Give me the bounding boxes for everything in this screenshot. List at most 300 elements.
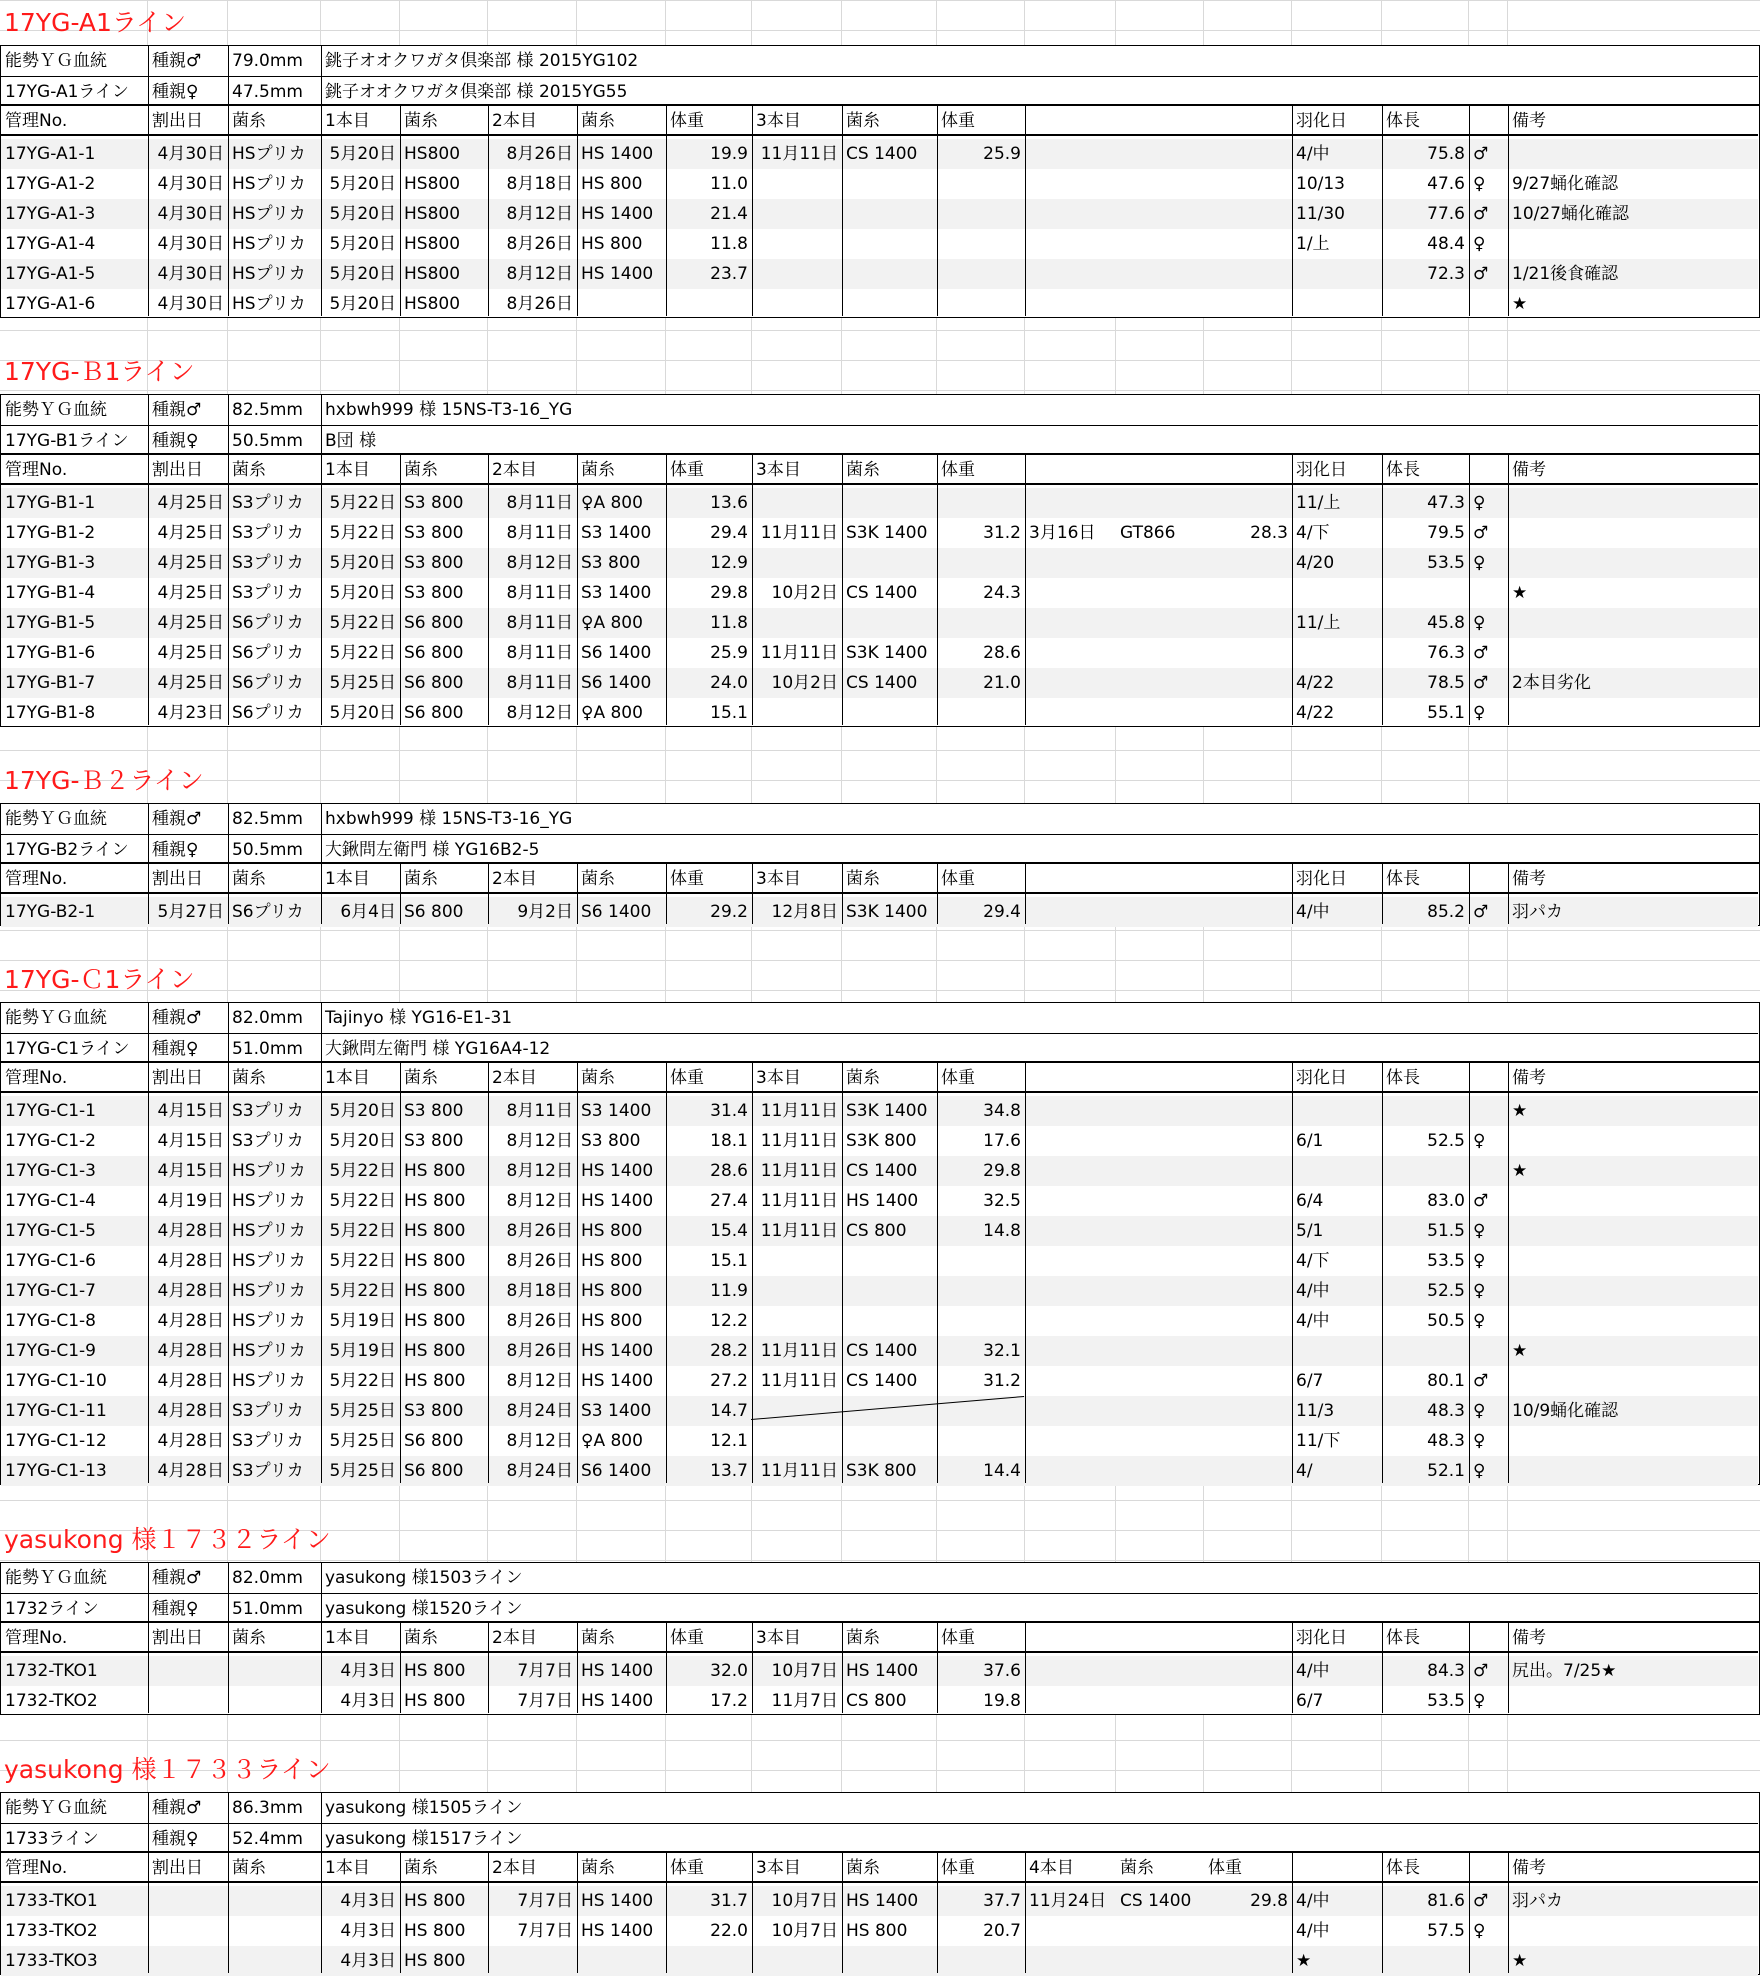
- table-cell: ♀: [1473, 1311, 1486, 1331]
- table-cell: S3K 1400: [846, 643, 928, 663]
- table-cell: 11月24日: [1029, 1891, 1107, 1911]
- column-border: [1292, 1853, 1293, 1973]
- column-border: [228, 455, 229, 725]
- column-border: [577, 1063, 578, 1483]
- parent-info-row: [1, 425, 1758, 456]
- gridline: [0, 780, 1760, 781]
- table-cell: HS 1400: [581, 144, 654, 164]
- table-cell: 20.7: [983, 1921, 1021, 1941]
- table-cell: 11/上: [1296, 613, 1341, 633]
- cell-border: [228, 1034, 229, 1064]
- column-border: [321, 1853, 322, 1973]
- table-cell: ♀: [1473, 613, 1486, 633]
- table-cell: HS 800: [404, 1311, 466, 1331]
- table-cell: 11月11日: [760, 523, 838, 543]
- table-cell: 4月25日: [157, 673, 224, 693]
- table-cell: HS 800: [404, 1891, 466, 1911]
- table-cell: 77.6: [1427, 204, 1465, 224]
- table-cell: 51.5: [1427, 1221, 1465, 1241]
- column-header: 菌糸: [846, 460, 880, 480]
- section-title: 17YG-Ｃ1ライン: [4, 965, 195, 994]
- column-border: [400, 1853, 401, 1973]
- column-header: 菌糸: [404, 460, 438, 480]
- table-cell: 11/30: [1296, 204, 1345, 224]
- column-border: [1508, 864, 1509, 924]
- column-header: 菌糸: [581, 460, 615, 480]
- parent-info-row: [1, 1033, 1758, 1064]
- gridline: [0, 1560, 1760, 1561]
- parent-info-cell: 種親♀: [152, 82, 199, 102]
- column-header: 菌糸: [404, 1068, 438, 1088]
- table-cell: ★: [1512, 583, 1528, 603]
- table-row: [1, 488, 1758, 518]
- table-cell: 17YG-B1-1: [5, 493, 96, 513]
- column-border: [1292, 1623, 1293, 1713]
- table-cell: ★: [1512, 294, 1528, 314]
- table-cell: 4/20: [1296, 553, 1335, 573]
- table-cell: 4月30日: [157, 174, 224, 194]
- table-cell: 17YG-C1-5: [5, 1221, 96, 1241]
- table-cell: HSプリカ: [232, 144, 306, 164]
- table-cell: 11月11日: [760, 643, 838, 663]
- table-cell: 29.2: [710, 902, 748, 922]
- cell-border: [321, 835, 322, 865]
- table-cell: 53.5: [1427, 1691, 1465, 1711]
- table-cell: 4/中: [1296, 1891, 1330, 1911]
- cell-border: [321, 1563, 322, 1593]
- table-cell: 4/下: [1296, 1251, 1330, 1271]
- table-cell: 11月11日: [760, 144, 838, 164]
- table-cell: 80.1: [1427, 1371, 1465, 1391]
- table-cell: 11月7日: [771, 1691, 838, 1711]
- table-cell: 4月28日: [157, 1431, 224, 1451]
- table-cell: S3プリカ: [232, 1431, 304, 1451]
- column-border: [148, 864, 149, 924]
- table-row: [1, 1396, 1758, 1426]
- table-cell: 17YG-C1-9: [5, 1341, 96, 1361]
- column-header: 体重: [941, 111, 975, 131]
- table-cell: 47.3: [1427, 493, 1465, 513]
- table-cell: 17YG-C1-2: [5, 1131, 96, 1151]
- column-header: 体長: [1386, 111, 1420, 131]
- parent-info-cell: 種親♀: [152, 1829, 199, 1849]
- table-cell: 10月7日: [771, 1661, 838, 1681]
- table-cell: 4月25日: [157, 493, 224, 513]
- column-header: 管理No.: [5, 1628, 68, 1648]
- table-cell: 5月22日: [329, 1251, 396, 1271]
- table-cell: ♂: [1473, 1371, 1489, 1391]
- table-cell: ♂: [1473, 1191, 1489, 1211]
- table-cell: 5月20日: [329, 144, 396, 164]
- table-cell: 5月22日: [329, 493, 396, 513]
- table-cell: 34.8: [983, 1101, 1021, 1121]
- table-cell: 10/27蛹化確認: [1512, 204, 1629, 224]
- table-row: [1, 1426, 1758, 1456]
- table-cell: 18.1: [710, 1131, 748, 1151]
- cell-border: [148, 46, 149, 76]
- table-cell: 5月27日: [157, 902, 224, 922]
- table-cell: 8月12日: [506, 1161, 573, 1181]
- gridline: [0, 30, 1760, 31]
- column-border: [488, 1063, 489, 1483]
- parent-info-cell: 51.0mm: [232, 1599, 303, 1619]
- table-cell: S3 800: [581, 553, 641, 573]
- table-cell: 4/下: [1296, 523, 1330, 543]
- column-header: 体重: [670, 460, 704, 480]
- column-header: 3本目: [756, 869, 801, 889]
- cell-border: [148, 1594, 149, 1624]
- table-header: [1, 1063, 1758, 1093]
- section-title: yasukong 様１７３３ライン: [4, 1755, 331, 1784]
- parent-info-cell: yasukong 様1503ライン: [325, 1568, 523, 1588]
- table-cell: 72.3: [1427, 264, 1465, 284]
- table-cell: HSプリカ: [232, 1311, 306, 1331]
- table-row: [1, 229, 1758, 259]
- table-cell: 10/9蛹化確認: [1512, 1401, 1619, 1421]
- table-cell: 8月11日: [506, 523, 573, 543]
- table-cell: ♂: [1473, 643, 1489, 663]
- parent-info-row: [1, 1563, 1758, 1593]
- table-cell: 5月22日: [329, 643, 396, 663]
- column-header: 2本目: [492, 1068, 537, 1088]
- table-cell: 5月25日: [329, 1401, 396, 1421]
- column-header: 体重: [941, 1628, 975, 1648]
- cell-border: [321, 1594, 322, 1624]
- table-cell: HS800: [404, 294, 461, 314]
- table-cell: 31.2: [983, 1371, 1021, 1391]
- table-cell: HS 1400: [581, 1661, 654, 1681]
- column-header: 体重: [670, 869, 704, 889]
- table-cell: 1/上: [1296, 234, 1330, 254]
- table-cell: S3 1400: [581, 583, 652, 603]
- table-cell: 12.1: [710, 1431, 748, 1451]
- column-header: 羽化日: [1296, 460, 1347, 480]
- column-border: [1292, 455, 1293, 725]
- table-cell: ♂: [1473, 673, 1489, 693]
- table-cell: 52.5: [1427, 1281, 1465, 1301]
- column-border: [937, 864, 938, 924]
- table-cell: 6/7: [1296, 1371, 1324, 1391]
- table-cell: ♀A 800: [581, 493, 643, 513]
- table-cell: ♀A 800: [581, 1431, 643, 1451]
- table-cell: 4月30日: [157, 144, 224, 164]
- gridline: [0, 330, 1760, 331]
- table-cell: 4月28日: [157, 1311, 224, 1331]
- column-header: 体長: [1386, 1858, 1420, 1878]
- column-header: 体長: [1386, 1068, 1420, 1088]
- parent-info-cell: B団 様: [325, 431, 377, 451]
- column-border: [577, 1623, 578, 1713]
- parent-info-cell: yasukong 様1520ライン: [325, 1599, 523, 1619]
- column-border: [228, 1063, 229, 1483]
- parent-info: [0, 394, 1760, 454]
- table-cell: 45.8: [1427, 613, 1465, 633]
- table-cell: 8月24日: [506, 1461, 573, 1481]
- column-header: 菌糸: [232, 869, 266, 889]
- parent-info-cell: 種親♂: [152, 1008, 202, 1028]
- column-border: [937, 1623, 938, 1713]
- column-header: 菌糸: [404, 1858, 438, 1878]
- parent-info-cell: 50.5mm: [232, 840, 303, 860]
- table-cell: 8月12日: [506, 204, 573, 224]
- table-cell: 50.5: [1427, 1311, 1465, 1331]
- table-cell: 4月28日: [157, 1251, 224, 1271]
- table-cell: S6 800: [404, 673, 464, 693]
- table-cell: S3 800: [404, 523, 464, 543]
- table-cell: S3プリカ: [232, 1461, 304, 1481]
- cell-border: [228, 426, 229, 456]
- table-cell: HS 1400: [581, 1161, 654, 1181]
- table-cell: 5月20日: [329, 703, 396, 723]
- table-cell: 17.2: [710, 1691, 748, 1711]
- table-cell: 5月20日: [329, 174, 396, 194]
- column-header: 備考: [1512, 1068, 1546, 1088]
- table-cell: 羽パカ: [1512, 1891, 1563, 1911]
- cell-border: [148, 1003, 149, 1033]
- table-row: [1, 1216, 1758, 1246]
- table-cell: 17YG-B1-6: [5, 643, 96, 663]
- table-cell: 4月3日: [340, 1691, 396, 1711]
- parent-info-cell: yasukong 様1517ライン: [325, 1829, 523, 1849]
- table-cell: 4月30日: [157, 234, 224, 254]
- table-cell: 4月25日: [157, 613, 224, 633]
- table-cell: 10月7日: [771, 1921, 838, 1941]
- table-cell: 57.5: [1427, 1921, 1465, 1941]
- table-cell: 4/: [1296, 1461, 1313, 1481]
- table-cell: 5月20日: [329, 583, 396, 603]
- table-row: [1, 668, 1758, 698]
- column-border: [842, 1063, 843, 1483]
- column-header: 割出日: [152, 869, 203, 889]
- column-border: [228, 1853, 229, 1973]
- table-cell: HS 1400: [581, 264, 654, 284]
- column-border: [148, 455, 149, 725]
- column-border: [400, 106, 401, 316]
- table-row: [1, 897, 1758, 927]
- cell-border: [148, 1563, 149, 1593]
- column-header: 割出日: [152, 111, 203, 131]
- table-cell: 10月2日: [771, 583, 838, 603]
- table-header: [1, 1623, 1758, 1653]
- parent-info-cell: 82.0mm: [232, 1568, 303, 1588]
- parent-info-cell: 種親♂: [152, 1568, 202, 1588]
- table-cell: S3 800: [404, 1131, 464, 1151]
- table-cell: S3K 1400: [846, 523, 928, 543]
- column-header: 体重: [670, 1068, 704, 1088]
- column-border: [842, 106, 843, 316]
- table-cell: HS 800: [404, 1951, 466, 1971]
- table-cell: 5月22日: [329, 1371, 396, 1391]
- column-header: 菌糸: [232, 1628, 266, 1648]
- table-cell: 17YG-A1-4: [5, 234, 96, 254]
- table-cell: 28.6: [983, 643, 1021, 663]
- table-cell: 85.2: [1427, 902, 1465, 922]
- column-header: 2本目: [492, 1858, 537, 1878]
- table-cell: HSプリカ: [232, 1281, 306, 1301]
- column-border: [1292, 1063, 1293, 1483]
- table-cell: S3プリカ: [232, 583, 304, 603]
- column-header: 羽化日: [1296, 869, 1347, 889]
- gridline: [0, 360, 1760, 361]
- table-cell: 17YG-B1-2: [5, 523, 96, 543]
- table-cell: 7月7日: [517, 1921, 573, 1941]
- table-cell: ♀: [1473, 1461, 1486, 1481]
- parent-info-cell: 能勢ＹＧ血統: [5, 400, 107, 420]
- table-cell: ★: [1512, 1951, 1528, 1971]
- table-cell: 17YG-B1-8: [5, 703, 96, 723]
- column-border: [842, 455, 843, 725]
- table-cell: 32.5: [983, 1191, 1021, 1211]
- table-cell: ♀: [1473, 1921, 1486, 1941]
- column-border: [1382, 864, 1383, 924]
- table-cell: 8月26日: [506, 1221, 573, 1241]
- table-cell: S6プリカ: [232, 703, 304, 723]
- column-border: [1508, 106, 1509, 316]
- table-cell: 17YG-C1-3: [5, 1161, 96, 1181]
- table-cell: 17YG-C1-6: [5, 1251, 96, 1271]
- table-cell: GT866: [1120, 523, 1176, 543]
- table-cell: 8月12日: [506, 1191, 573, 1211]
- table-cell: 31.7: [710, 1891, 748, 1911]
- table-cell: 17YG-C1-10: [5, 1371, 107, 1391]
- column-border: [1382, 455, 1383, 725]
- table-cell: 4/中: [1296, 1661, 1330, 1681]
- column-border: [1025, 864, 1026, 924]
- column-header: 1本目: [325, 869, 370, 889]
- cell-border: [148, 1034, 149, 1064]
- column-header: 体長: [1386, 869, 1420, 889]
- table-cell: ♀: [1473, 1281, 1486, 1301]
- table-cell: 羽パカ: [1512, 902, 1563, 922]
- table-cell: 5月20日: [329, 553, 396, 573]
- table-cell: 7月7日: [517, 1661, 573, 1681]
- column-border: [148, 106, 149, 316]
- parent-info-cell: 能勢ＹＧ血統: [5, 1568, 107, 1588]
- table-cell: 4月28日: [157, 1221, 224, 1241]
- table-cell: 8月26日: [506, 144, 573, 164]
- table-cell: S6プリカ: [232, 673, 304, 693]
- table-cell: 8月12日: [506, 1371, 573, 1391]
- table-cell: 6/4: [1296, 1191, 1324, 1211]
- column-border: [1025, 1853, 1026, 1973]
- table-cell: 29.8: [983, 1161, 1021, 1181]
- table-cell: 6/7: [1296, 1691, 1324, 1711]
- parent-info-cell: 種親♀: [152, 1039, 199, 1059]
- table-cell: S3 800: [581, 1131, 641, 1151]
- table-cell: 8月11日: [506, 493, 573, 513]
- table-cell: S3 1400: [581, 1401, 652, 1421]
- table-cell: 5月22日: [329, 1221, 396, 1241]
- table-cell: HS 1400: [581, 1341, 654, 1361]
- table-cell: 5月22日: [329, 523, 396, 543]
- parent-info: [0, 1792, 1760, 1852]
- column-border: [1469, 1063, 1470, 1483]
- column-border: [488, 106, 489, 316]
- table-cell: 14.4: [983, 1461, 1021, 1481]
- table-row: [1, 1946, 1758, 1976]
- column-header: 割出日: [152, 1068, 203, 1088]
- table-cell: 4月3日: [340, 1921, 396, 1941]
- table-cell: 8月11日: [506, 643, 573, 663]
- table-cell: 48.4: [1427, 234, 1465, 254]
- column-header: 菌糸: [581, 869, 615, 889]
- table-cell: 79.5: [1427, 523, 1465, 543]
- gridline: [0, 750, 1760, 751]
- table-cell: HSプリカ: [232, 264, 306, 284]
- table-cell: 29.8: [1250, 1891, 1288, 1911]
- parent-info-cell: hxbwh999 様 15NS-T3-16_YG: [325, 400, 573, 420]
- table-cell: S3プリカ: [232, 1401, 304, 1421]
- table-cell: 3月16日: [1029, 523, 1096, 543]
- parent-info-row: [1, 804, 1758, 834]
- table-cell: S3プリカ: [232, 1101, 304, 1121]
- table-cell: HS800: [404, 144, 461, 164]
- column-header: 菌糸: [404, 111, 438, 131]
- table-cell: 84.3: [1427, 1661, 1465, 1681]
- parent-info-row: [1, 834, 1758, 865]
- table-cell: ♀: [1473, 493, 1486, 513]
- cell-border: [148, 77, 149, 107]
- table-cell: CS 1400: [1120, 1891, 1192, 1911]
- column-header: 羽化日: [1296, 1628, 1347, 1648]
- table-cell: 4月19日: [157, 1191, 224, 1211]
- parent-info-row: [1, 1823, 1758, 1854]
- column-header: 備考: [1512, 1858, 1546, 1878]
- column-header: 菌糸: [581, 1068, 615, 1088]
- table-cell: 6/1: [1296, 1131, 1324, 1151]
- table-cell: 13.7: [710, 1461, 748, 1481]
- cell-border: [148, 835, 149, 865]
- table-cell: 52.1: [1427, 1461, 1465, 1481]
- table-cell: S6プリカ: [232, 902, 304, 922]
- column-border: [400, 864, 401, 924]
- table-cell: HS 800: [404, 1661, 466, 1681]
- table-cell: 8月26日: [506, 234, 573, 254]
- table-cell: HS 800: [581, 1311, 643, 1331]
- table-row: [1, 259, 1758, 289]
- table-cell: 5月25日: [329, 673, 396, 693]
- table-cell: 17YG-B1-3: [5, 553, 96, 573]
- table-cell: 11月11日: [760, 1461, 838, 1481]
- table-cell: 5/1: [1296, 1221, 1324, 1241]
- cell-border: [228, 395, 229, 425]
- table-cell: 28.3: [1250, 523, 1288, 543]
- table-cell: 17.6: [983, 1131, 1021, 1151]
- section-title: 17YG-A1ライン: [4, 8, 187, 37]
- column-header: 体重: [670, 111, 704, 131]
- table-cell: 37.7: [983, 1891, 1021, 1911]
- column-header: 体重: [941, 1068, 975, 1088]
- column-header: 備考: [1512, 460, 1546, 480]
- table-cell: ♂: [1473, 902, 1489, 922]
- table-cell: S6プリカ: [232, 613, 304, 633]
- parent-info-cell: 能勢ＹＧ血統: [5, 1798, 107, 1818]
- parent-info-cell: Tajinyo 様 YG16-E1-31: [325, 1008, 513, 1028]
- parent-info-cell: yasukong 様1505ライン: [325, 1798, 523, 1818]
- table-cell: ★: [1512, 1101, 1528, 1121]
- parent-info: [0, 1002, 1760, 1062]
- table-cell: 21.4: [710, 204, 748, 224]
- table-cell: HS 800: [404, 1371, 466, 1391]
- table-row: [1, 1246, 1758, 1276]
- table-row: [1, 1366, 1758, 1396]
- table-cell: ♀: [1473, 1691, 1486, 1711]
- table-cell: 12.2: [710, 1311, 748, 1331]
- table-cell: 17YG-A1-3: [5, 204, 96, 224]
- table-cell: HS 1400: [846, 1891, 919, 1911]
- table-cell: 32.1: [983, 1341, 1021, 1361]
- table-cell: 24.3: [983, 583, 1021, 603]
